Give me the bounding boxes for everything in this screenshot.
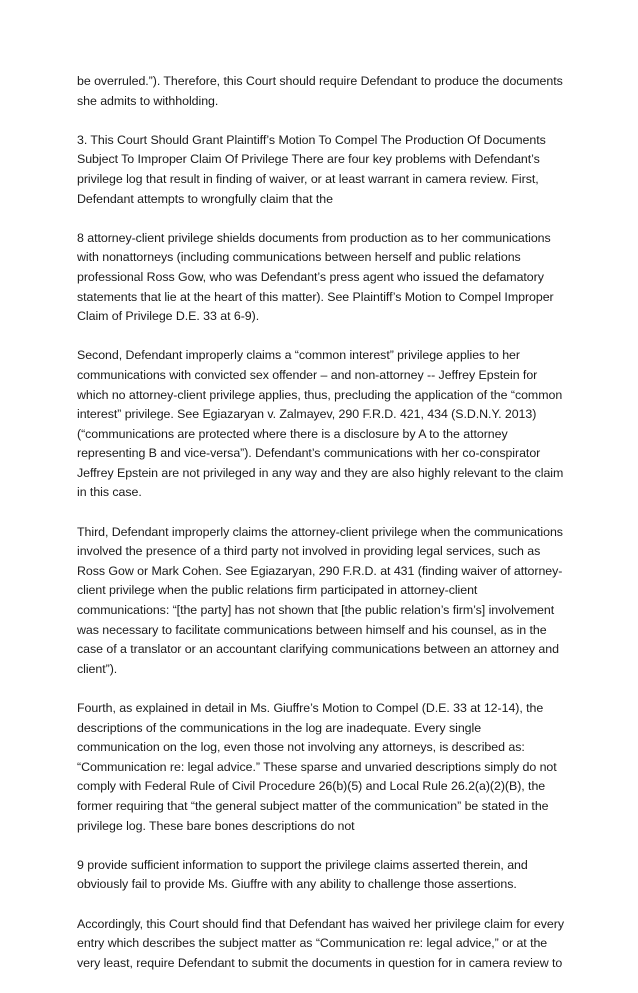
paragraph-section-3-heading: 3. This Court Should Grant Plaintiff’s Motion To Compel The Production Of Documents Subject To Improper Claim Of Privilege There are four key problems with Defendant’s privilege log that result in finding of waiver, or at least warrant in camera review. First, Defendant attempts to wrongfully claim that the: [77, 132, 546, 206]
paragraph-attorney-client-nonattorneys: 8 attorney-client privilege shields documents from production as to her communications with nonattorneys (including communications between herself and public relations professional Ross Gow, who was Defendant’s press agent who issued the defamatory statements that lie at the heart of this matter). See Plaintiff’s Motion to Compel Improper Claim of Privilege D.E. 33 at 6-9).: [77, 230, 554, 324]
paragraph-third-party: Third, Defendant improperly claims the attorney-client privilege when the communications involved the presence of a third party not involved in providing legal services, such as Ross Gow or Mark Cohen. See Egiazaryan, 290 F.R.D. at 431 (finding waiver of attorney-client privilege when the public relations firm participated in attorney-client communications: “[the party] has not shown that [the public relation’s firm’s] involvement was necessary to facilitate communications between himself and his counsel, as in the case of a translator or an accountant clarifying communications between an attorney and client”).: [77, 524, 563, 676]
paragraph-inadequate-descriptions: Fourth, as explained in detail in Ms. Giuffre’s Motion to Compel (D.E. 33 at 12-14), the descriptions of the communications in the log are inadequate. Every single communication on the log, even those not involving any attorneys, is described as: “Communication re: legal advice.” These sparse and unvaried descriptions simply do not comply with Federal Rule of Civil Procedure 26(b)(5) and Local Rule 26.2(a)(2)(B), the former requiring that “the general subject matter of the communication” be stated in the privilege log. These bare bones descriptions do not: [77, 701, 557, 833]
paragraph-overruled: be overruled.”). Therefore, this Court should require Defendant to produce the documents she admits to withholding.: [77, 74, 563, 108]
paragraph-common-interest: Second, Defendant improperly claims a “common interest” privilege applies to her communications with convicted sex offender – and non-attorney -- Jeffrey Epstein for which no attorney-client privilege applies, thus, precluding the application of the “common interest” privilege. See Egiazaryan v. Zalmayev, 290 F.R.D. 421, 434 (S.D.N.Y. 2013) (“communications are protected where there is a disclosure by A to the attorney representing B and vice-versa”). Defendant’s communications with her co-conspirator Jeffrey Epstein are not privileged in any way and they are also highly relevant to the claim in this case.: [77, 348, 564, 500]
paragraph-accordingly: Accordingly, this Court should find that Defendant has waived her privilege claim for every entry which describes the subject matter as “Communication re: legal advice,” or at the very least, require Defendant to submit the documents in question for in camera review to: [77, 916, 564, 970]
paragraph-insufficient-information: 9 provide sufficient information to support the privilege claims asserted therein, and obviously fail to provide Ms. Giuffre with any ability to challenge those assertions.: [77, 857, 528, 892]
document-body: [77, 72, 565, 993]
